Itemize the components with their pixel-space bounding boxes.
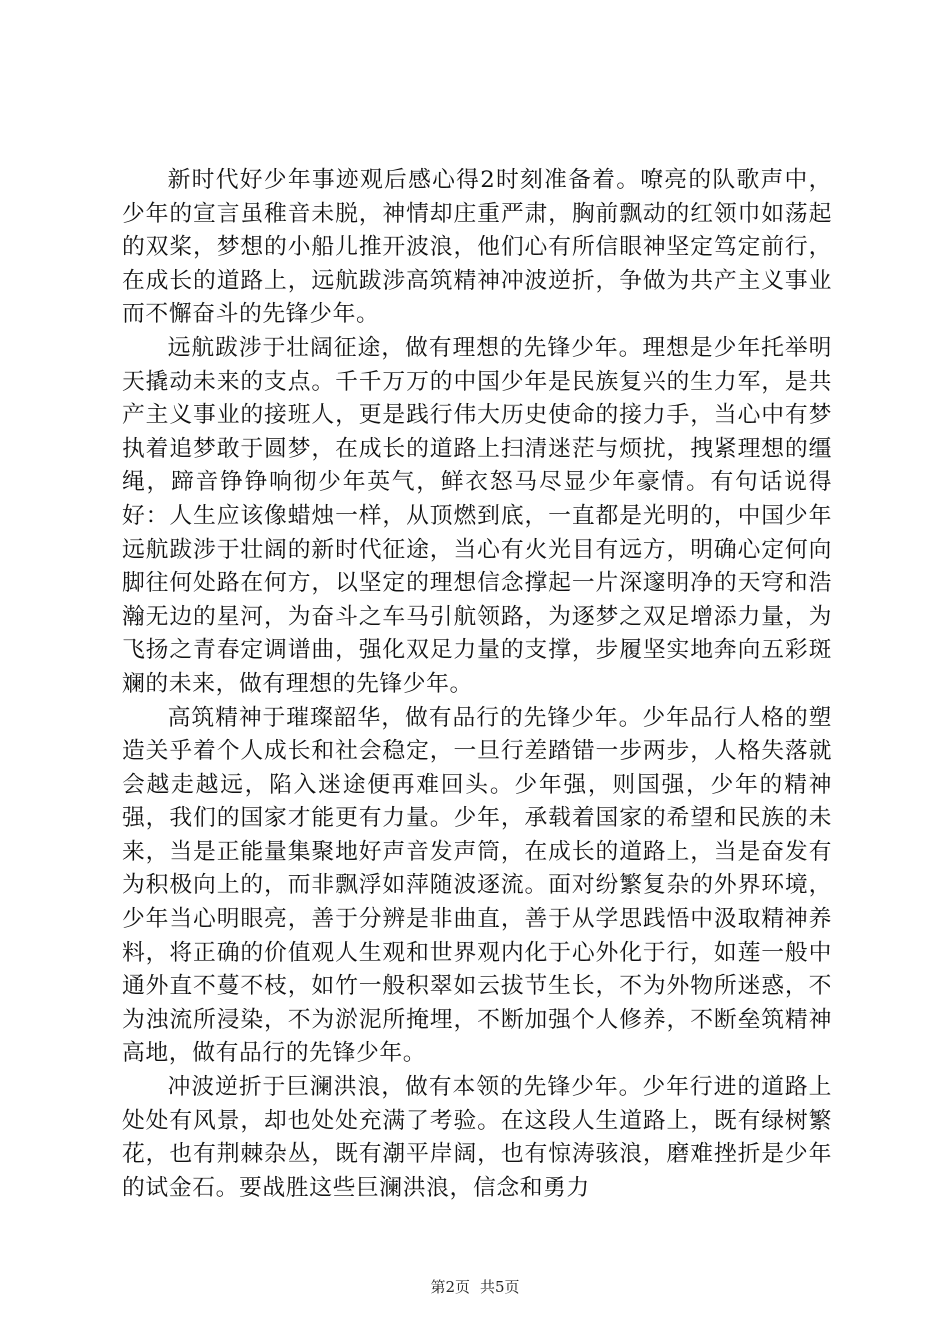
paragraph: 冲波逆折于巨澜洪浪，做有本领的先锋少年。少年行进的道路上处处有风景，却也处处充满了考验。在这段人生道路上，既有绿树繁花，也有荆棘杂丛，既有潮平岸阔，也有惊涛骇浪，磨难挫折是少年的试金石。要战胜这些巨澜洪浪，信念和勇力	[122, 1074, 832, 1201]
paragraph: 高筑精神于璀璨韶华，做有品行的先锋少年。少年品行人格的塑造关乎着个人成长和社会稳定，一旦行差踏错一步两步，人格失落就会越走越远，陷入迷途便再难回头。少年强，则国强，少年的精神强，我们的国家才能更有力量。少年，承载着国家的希望和民族的未来，当是正能量集聚地好声音发声筒，在成长的道路上，当是奋发有为积极向上的，而非飘浮如萍随波逐流。面对纷繁复杂的外界环境，少年当心明眼亮，善于分辨是非曲直，善于从学思践悟中汲取精神养料，将正确的价值观人生观和世界观内化于心外化于行，如莲一般中通外直不蔓不枝，如竹一般积翠如云拔节生长，不为外物所迷惑，不为浊流所浸染，不为淤泥所掩埋，不断加强个人修养，不断垒筑精神高地，做有品行的先锋少年。	[122, 704, 832, 1067]
paragraph: 远航跋涉于壮阔征途，做有理想的先锋少年。理想是少年托举明天撬动未来的支点。千千万万的中国少年是民族复兴的生力军，是共产主义事业的接班人，更是践行伟大历史使命的接力手，当心中有梦执着追梦敢于圆梦，在成长的道路上扫清迷茫与烦扰，拽紧理想的缰绳，蹄音铮铮响彻少年英气，鲜衣怒马尽显少年豪情。有句话说得好：人生应该像蜡烛一样，从顶燃到底，一直都是光明的，中国少年远航跋涉于壮阔的新时代征途，当心有火光目有远方，明确心定何向脚往何处路在何方，以坚定的理想信念撑起一片深邃明净的天穹和浩瀚无边的星河，为奋斗之车马引航领路，为逐梦之双足增添力量，为飞扬之青春定调谱曲，强化双足力量的支撑，步履坚实地奔向五彩斑斓的未来，做有理想的先锋少年。	[122, 334, 832, 697]
page-footer	[0, 1277, 950, 1297]
paragraph: 新时代好少年事迹观后感心得2时刻准备着。嘹亮的队歌声中，少年的宣言虽稚音未脱，神情却庄重严肃，胸前飘动的红领巾如荡起的双桨，梦想的小船儿推开波浪，他们心有所信眼神坚定笃定前行，在成长的道路上，远航跋涉高筑精神冲波逆折，争做为共产主义事业而不懈奋斗的先锋少年。	[122, 167, 832, 328]
page-number: 第2页	[430, 1278, 470, 1296]
page-total: 共5页	[480, 1278, 520, 1296]
document-body	[122, 164, 832, 1205]
